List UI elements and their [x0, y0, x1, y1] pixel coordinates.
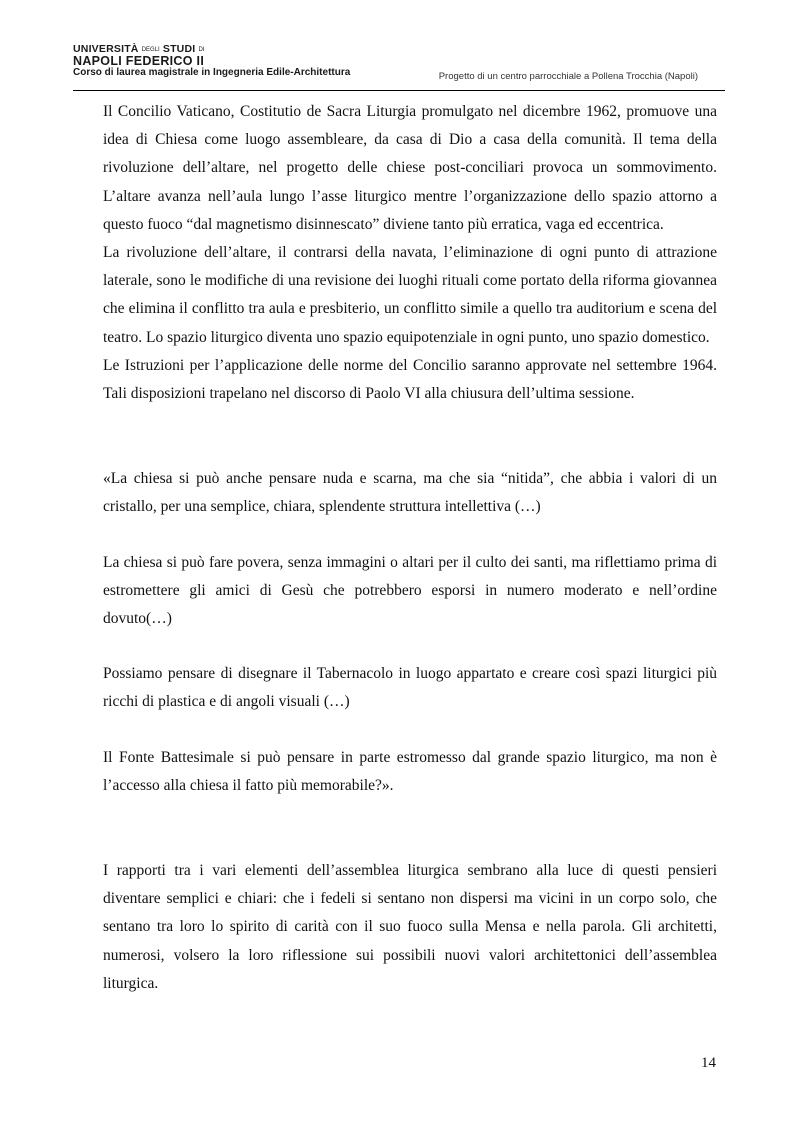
running-header-title: Progetto di un centro parrocchiale a Pollena Trocchia (Napoli) — [438, 71, 698, 82]
logo-word-universita: UNIVERSITÀ — [73, 43, 139, 55]
quote-paragraph-1: «La chiesa si può anche pensare nuda e scarna, ma che sia “nitida”, che abbia i valori di un cristallo, per una semplice, chiara, splendente struttura intellettiva (…) — [103, 470, 717, 516]
spacer — [103, 408, 717, 465]
body-text — [103, 98, 717, 998]
paragraph-intro-2: La rivoluzione dell’altare, il contrarsi della navata, l’eliminazione di ogni punto di attrazione laterale, sono le modifiche di una revisione dei luoghi rituali come portato della riforma giovannea che elimina il conflitto tra aula e presbiterio, un conflitto simile a quello tra auditorium e scena del teatro. Lo spazio liturgico diventa uno spazio equipotenziale in ogni punto, uno spazio domestico. — [103, 244, 717, 346]
quote-paragraph-2: La chiesa si può fare povera, senza immagini o altari per il culto dei santi, ma riflettiamo prima di estromettere gli amici di Gesù che potrebbero esporsi in numero moderato e nell’ordine dovuto(…) — [103, 553, 717, 628]
closing-paragraph: I rapporti tra i vari elementi dell’assemblea liturgica sembrano alla luce di questi pensieri diventare semplici e chiari: che i fedeli si sentano non dispersi ma vicini in un corpo solo, che sentano tra loro lo spirito di carità con il suo fuoco sulla Mensa e nella parola. Gli architetti, numerosi, volsero la loro riflessione sui possibili nuovi valori architettonici dell’assemblea liturgica. — [103, 862, 717, 992]
course-name: Corso di laurea magistrale in Ingegneria Edile-Architettura — [73, 67, 351, 79]
logo-federico-line: NAPOLI FEDERICO II — [73, 54, 205, 69]
quote-paragraph-3: Possiamo pensare di disegnare il Tabernacolo in luogo appartato e creare così spazi liturgici più ricchi di plastica e di angoli visuali (…) — [103, 665, 717, 711]
spacer — [103, 633, 717, 660]
logo-word-studi: STUDI — [162, 43, 196, 55]
paragraph-intro-3: Le Istruzioni per l’applicazione delle norme del Concilio saranno approvate nel settembre 1964. Tali disposizioni trapelano nel discorso di Paolo VI alla chiusura dell’ultima sessione. — [103, 356, 717, 403]
university-logo — [73, 44, 350, 79]
quote-paragraph-4: Il Fonte Battesimale si può pensare in parte estromesso dal grande spazio liturgico, ma non è l’accesso alla chiesa il fatto più memorabile?». — [103, 748, 717, 794]
logo-word-degli: DEGLI — [141, 47, 160, 53]
spacer — [103, 800, 717, 857]
header-divider — [73, 90, 725, 91]
spacer — [103, 717, 717, 744]
logo-word-di: DI — [198, 47, 205, 53]
spacer — [103, 522, 717, 549]
page-number: 14 — [701, 1055, 716, 1071]
paragraph-intro-1: Il Concilio Vaticano, Costitutio de Sacra Liturgia promulgato nel dicembre 1962, promuove una idea di Chiesa come luogo assembleare, da casa di Dio a casa della comunità. Il tema della rivoluzione dell’altare, nel progetto delle chiese post-conciliari provoca un sommovimento. L’altare avanza nell’aula lungo l’asse liturgico mentre l’organizzazione dello spazio attorno a questo fuoco “dal magnetismo disinnescato” diviene tanto più erratica, vaga ed eccentrica. — [103, 103, 717, 233]
